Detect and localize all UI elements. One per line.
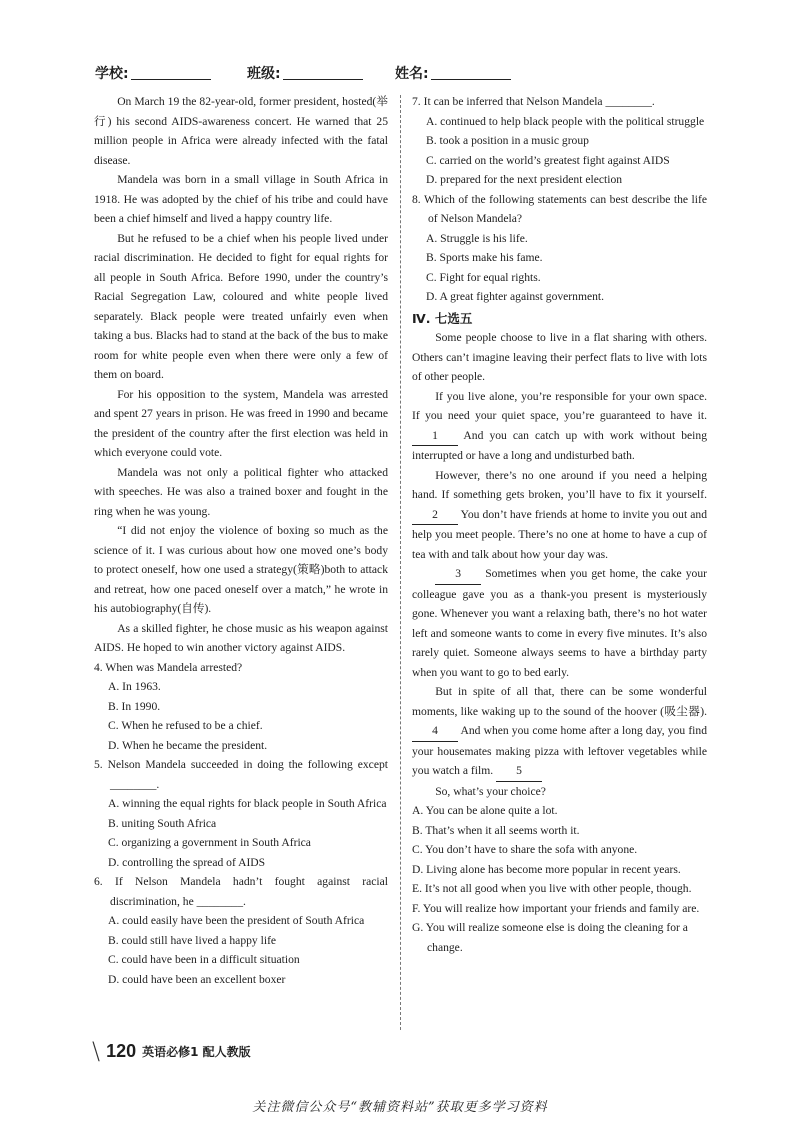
gap-blank-1[interactable]: 1 <box>412 426 458 447</box>
option-d[interactable]: D. could have been an excellent boxer <box>108 972 286 986</box>
question-stem: 4. When was Mandela arrested? <box>94 660 243 674</box>
gap-options <box>412 801 707 957</box>
option-a[interactable]: A. could easily have been the president of South Africa <box>108 914 365 927</box>
option-b[interactable]: B. took a position in a music group <box>426 134 589 147</box>
passage-paragraph: If you live alone, you’re responsible for your own space. If you need your quiet space, you’re guaranteed to have it. 1 And you can catch up with work without being interrupted or have a long and undisturbed bath. <box>412 389 707 462</box>
option-d[interactable]: D. prepared for the next president election <box>426 173 623 186</box>
option-a[interactable]: A. Struggle is his life. <box>426 231 528 245</box>
answer-blank[interactable]: ________. <box>110 777 160 791</box>
option-a[interactable]: A. In 1963. <box>108 680 161 693</box>
question-stem: 5. Nelson Mandela succeeded in doing the following except ________. <box>94 758 388 791</box>
option-b[interactable]: B. Sports make his fame. <box>426 251 543 264</box>
book-title: 英语必修1 配人教版 <box>142 1044 251 1059</box>
school-field: 学校: <box>95 63 211 83</box>
option-d[interactable]: D. A great fighter against government. <box>426 290 605 303</box>
passage-paragraph: For his opposition to the system, Mandela was arrested and spent 27 years in prison. He was freed in 1990 and became the president of the country after the first election was held in which everyone could vote. <box>94 387 388 459</box>
page-number: 120 <box>106 1040 137 1061</box>
passage-paragraph: Some people choose to live in a flat sharing with others. Others can’t imagine leaving their perfect flats to live with lots of other people. <box>412 331 707 383</box>
gap-option-e[interactable]: E. It’s not all good when you live with other people, though. <box>412 882 692 895</box>
question-stem: 7. It can be inferred that Nelson Mandela ________. <box>412 95 655 108</box>
gap-option-b[interactable]: B. That’s when it all seems worth it. <box>412 823 580 837</box>
option-a[interactable]: A. winning the equal rights for black people in South Africa <box>108 797 387 810</box>
question-stem: 8. Which of the following statements can best describe the life of Nelson Mandela? <box>412 192 707 225</box>
footer-note: 关注微信公众号“教辅资料站”获取更多学习资料 <box>252 1100 548 1115</box>
option-b[interactable]: B. could still have lived a happy life <box>108 933 277 947</box>
passage-paragraph: But he refused to be a chief when his people lived under racial discrimination. He decided to fight for equal rights for all people in South Africa. Before 1990, under the country’s Racial Segregation Law, coloured and white people lived separately. Black people were treated unfairly even when taking a bus. Blacks had to stand at the back of the bus to make room for white people even when there were only a few of them on board. <box>94 231 388 381</box>
gap-option-a[interactable]: A. You can be alone quite a lot. <box>412 804 558 817</box>
gap-blank-4[interactable]: 4 <box>412 721 458 742</box>
passage-paragraph: On March 19 the 82-year-old, former president, hosted(举行) his second AIDS-awareness concert. He warned that 25 million people in Africa were already infected with the fatal disease. <box>94 95 388 167</box>
gap-option-g[interactable]: G. You will realize someone else is doing the cleaning for a change. <box>412 921 688 954</box>
option-c[interactable]: C. could have been in a difficult situation <box>108 953 300 966</box>
question-7 <box>412 92 707 190</box>
question-6 <box>94 872 388 989</box>
option-b[interactable]: B. uniting South Africa <box>108 816 217 830</box>
option-b[interactable]: B. In 1990. <box>108 699 161 713</box>
passage-paragraph: Mandela was born in a small village in South Africa in 1918. He was adopted by the chief of his tribe and could have been a chief himself and lived a happy country life. <box>94 173 388 225</box>
page-footer <box>92 1037 251 1065</box>
gap-option-f[interactable]: F. You will realize how important your friends and family are. <box>412 901 700 915</box>
passage-paragraph: But in spite of all that, there can be some wonderful moments, like waking up to the sound of the hoover (吸尘器). 4 And when you come home after a long day, you find your housemates making pizza with leftover vegetables while you watch a film. 5 <box>412 682 707 782</box>
passage-paragraph: As a skilled fighter, he chose music as his weapon against AIDS. He hoped to win another victory against AIDS. <box>94 621 388 654</box>
gap-option-d[interactable]: D. Living alone has become more popular in recent years. <box>412 862 681 876</box>
option-c[interactable]: C. When he refused to be a chief. <box>108 719 263 732</box>
section-title: Ⅳ. 七选五 <box>412 310 473 326</box>
passage-paragraph: So, what’s your choice? <box>435 784 546 798</box>
name-field: 姓名: <box>395 63 511 83</box>
slash-mark: \ <box>92 1037 101 1065</box>
left-column <box>94 92 388 989</box>
question-8 <box>412 190 707 307</box>
passage-paragraph: However, there’s no one around if you need a helping hand. If something gets broken, you’ll have to fix it yourself. 2 You don’t have friends at home to invite you out and help you meet people. There’s no one at home to have a cup of tea with and talk about how your day was. <box>412 468 708 561</box>
gap-blank-5[interactable]: 5 <box>496 761 542 782</box>
column-divider <box>400 95 401 1030</box>
right-column <box>412 92 707 957</box>
gap-blank-2[interactable]: 2 <box>412 505 458 526</box>
passage-paragraph: “I did not enjoy the violence of boxing so much as the science of it. I was curious about how one moved one’s body to protect oneself, how one used a strategy(策略)both to attack and retreat, how one paced oneself over a match,” he wrote in his autobiography(自传). <box>94 524 388 615</box>
class-field: 班级: <box>247 63 363 83</box>
passage-paragraph: Mandela was not only a political fighter who attacked with speeches. He was also a trained boxer and fought in the ring when he was young. <box>94 465 388 518</box>
answer-blank[interactable]: ________. <box>196 894 246 908</box>
question-4 <box>94 658 388 756</box>
passage-paragraph: 3 Sometimes when you get home, the cake your colleague gave you as a thank-you present is mysteriously gone. Whenever you want a relaxing bath, there’s no hot water left and someone wants to come in every five minutes. It’s also rarely quiet. Someone always seems to have a birthday party when you want to go to bed early. <box>412 564 707 682</box>
question-stem: 6. If Nelson Mandela hadn’t fought against racial discrimination, he ________. <box>94 875 388 908</box>
question-5 <box>94 755 388 872</box>
gap-option-c[interactable]: C. You don’t have to share the sofa with anyone. <box>412 843 638 856</box>
option-c[interactable]: C. Fight for equal rights. <box>426 270 541 284</box>
option-c[interactable]: C. organizing a government in South Africa <box>108 836 311 849</box>
answer-blank[interactable]: ________. <box>605 95 655 108</box>
option-c[interactable]: C. carried on the world’s greatest fight against AIDS <box>426 153 670 167</box>
option-a[interactable]: A. continued to help black people with the political struggle <box>426 114 705 128</box>
option-d[interactable]: D. When he became the president. <box>108 738 268 752</box>
gap-blank-3[interactable]: 3 <box>435 564 481 585</box>
option-d[interactable]: D. controlling the spread of AIDS <box>108 855 266 869</box>
